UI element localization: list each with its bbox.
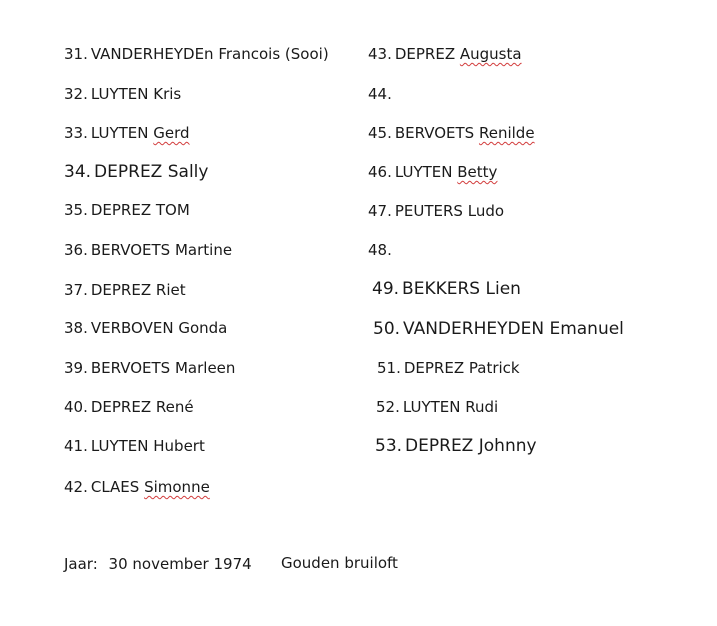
right-column-entry [376,398,498,416]
left-column-entry [64,241,232,259]
entry-given-name: Francois (Sooi) [218,45,329,63]
entry-given-name: René [155,398,194,416]
entry-surname: LUYTEN [90,85,149,103]
entry-surname: DEPREZ [405,436,474,456]
left-column-entry [64,201,190,219]
entry-number: 47. [368,202,392,220]
entry-number: 53. [375,436,403,456]
entry-surname: DEPREZ [90,281,152,299]
right-column-entry [368,85,395,103]
entry-number: 40. [64,398,88,416]
right-column-entry [368,241,395,259]
right-column-entry [368,202,504,220]
entry-surname: VERBOVEN [90,319,174,337]
entry-surname: LUYTEN [402,398,461,416]
left-column-entry [64,281,186,299]
entry-given-name: Gonda [178,319,228,337]
entry-number: 32. [64,85,88,103]
entry-number: 42. [64,478,88,496]
entry-number: 48. [368,241,392,259]
entry-surname: LUYTEN [394,163,453,181]
right-column-entry [377,359,520,377]
entry-surname: PEUTERS [394,202,463,220]
entry-number: 51. [377,359,401,377]
entry-number: 35. [64,201,88,219]
entry-number: 33. [64,124,88,142]
left-column-entry [64,85,181,103]
entry-given-name: Martine [174,241,233,259]
entry-given-name: Kris [153,85,182,103]
right-column-entry [368,45,522,63]
entry-surname: BEKKERS [402,279,481,299]
entry-surname: DEPREZ [94,162,163,182]
entry-surname: BERVOETS [394,124,475,142]
entry-number: 45. [368,124,392,142]
entry-given-name: Rudi [465,398,499,416]
left-column-entry [64,124,190,142]
footer-date-label: Jaar: [64,555,98,573]
entry-number: 37. [64,281,88,299]
right-column-entry [372,280,521,298]
entry-given-name: Marleen [174,359,236,377]
right-column-entry [368,163,497,181]
entry-number: 39. [64,359,88,377]
entry-surname: DEPREZ [403,359,465,377]
entry-number: 38. [64,319,88,337]
entry-number: 49. [372,279,400,299]
entry-given-name: Emanuel [549,319,624,339]
entry-given-name: Renilde [478,124,535,142]
entry-given-name: Sally [167,162,209,182]
left-column-entry [64,398,194,416]
entry-number: 41. [64,437,88,455]
footer-date [64,555,252,573]
entry-surname: LUYTEN [90,124,149,142]
right-column-entry [368,124,535,142]
entry-surname: DEPREZ [90,398,152,416]
entry-number: 43. [368,45,392,63]
entry-surname: BERVOETS [90,241,171,259]
entry-number: 31. [64,45,88,63]
entry-number: 52. [376,398,400,416]
entry-surname: VANDERHEYDEN [403,319,545,339]
entry-given-name: Hubert [153,437,205,455]
entry-given-name: Lien [485,279,521,299]
entry-given-name: TOM [155,201,190,219]
entry-given-name: Riet [155,281,186,299]
entry-number: 44. [368,85,392,103]
entry-given-name: Betty [457,163,498,181]
right-column-entry [373,320,624,338]
entry-given-name: Patrick [468,359,520,377]
entry-given-name: Simonne [144,478,210,496]
entry-given-name: Augusta [459,45,522,63]
left-column-entry [64,437,205,455]
left-column-entry [64,45,329,63]
entry-number: 36. [64,241,88,259]
left-column-entry [64,359,235,377]
entry-given-name: Ludo [467,202,505,220]
entry-given-name: Johnny [478,436,537,456]
entry-surname: DEPREZ [394,45,456,63]
entry-number: 50. [373,319,401,339]
entry-surname: LUYTEN [90,437,149,455]
entry-surname: DEPREZ [90,201,152,219]
footer-date-value: 30 november 1974 [108,555,252,573]
right-column-entry [375,437,537,455]
entry-number: 46. [368,163,392,181]
left-column-entry [64,163,208,181]
footer-occasion: Gouden bruiloft [281,554,398,572]
entry-surname: VANDERHEYDEn [90,45,214,63]
left-column-entry [64,319,227,337]
entry-number: 34. [64,162,92,182]
left-column-entry [64,478,210,496]
entry-surname: CLAES [90,478,140,496]
entry-surname: BERVOETS [90,359,171,377]
entry-given-name: Gerd [153,124,190,142]
